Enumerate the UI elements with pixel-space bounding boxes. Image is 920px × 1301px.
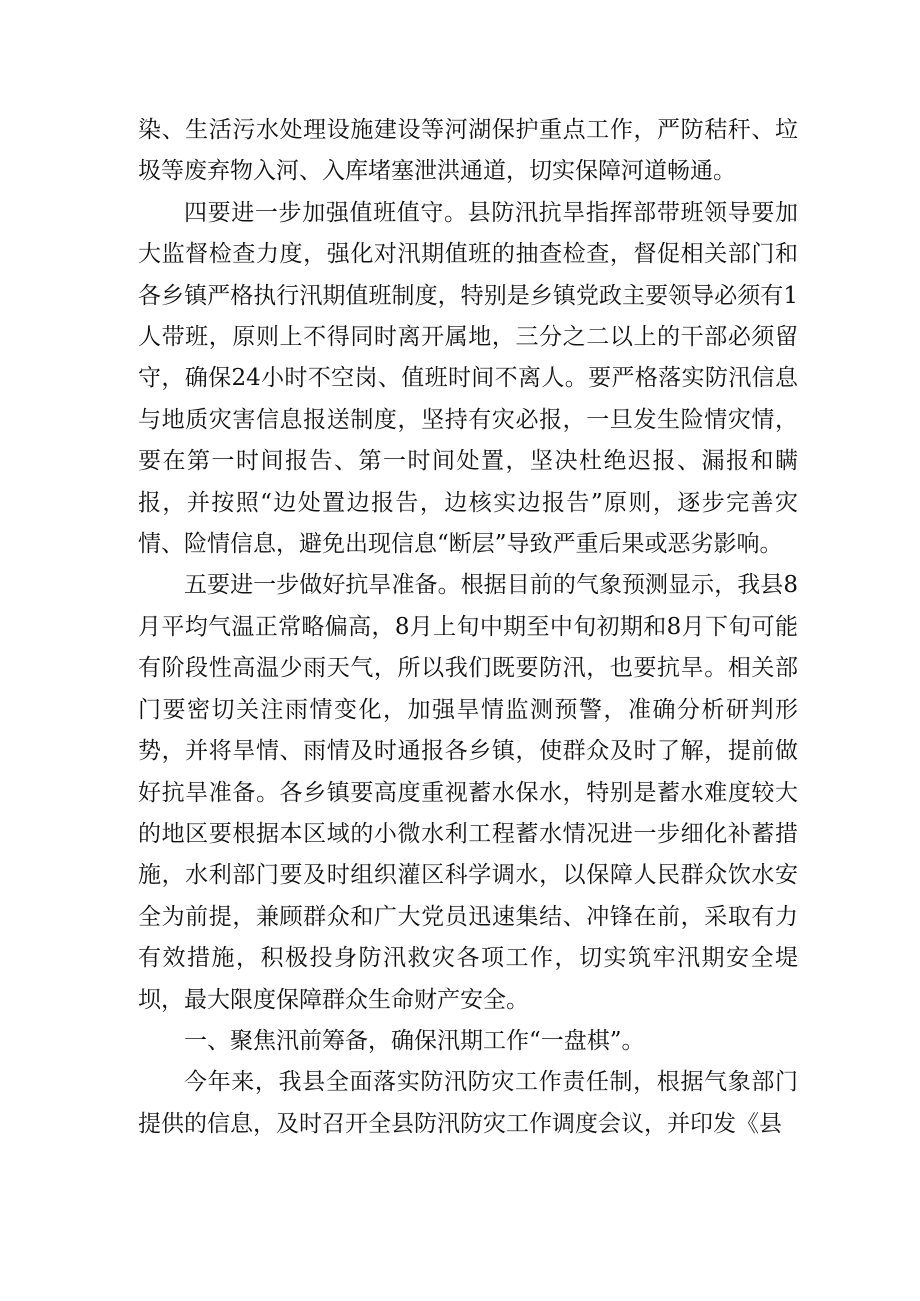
paragraph-continuation: 染、生活污水处理设施建设等河湖保护重点工作，严防秸秆、垃圾等废弃物入河、入库堵塞泄洪通道，切实保障河道畅通。 <box>138 117 798 185</box>
section-heading-1: 一、聚焦汛前筹备，确保汛期工作“一盘棋”。 <box>184 1027 645 1054</box>
document-body <box>138 110 798 1145</box>
paragraph-section-1-intro: 今年来，我县全面落实防汛防灾工作责任制，根据气象部门提供的信息，及时召开全县防汛防灾工作调度会议，并印发《县 <box>138 1069 798 1137</box>
paragraph-drought-preparation: 五要进一步做好抗旱准备。根据目前的气象预测显示，我县8月平均气温正常略偏高，8月上旬中期至中旬初期和8月下旬可能有阶段性高温少雨天气，所以我们既要防汛，也要抗旱。相关部门要密切关注雨情变化，加强旱情监测预警，准确分析研判形势，并将旱情、雨情及时通报各乡镇，使群众及时了解，提前做好抗旱准备。各乡镇要高度重视蓄水保水，特别是蓄水难度较大的地区要根据本区域的小微水利工程蓄水情况进一步细化补蓄措施，水利部门要及时组织灌区科学调水，以保障人民群众饮水安全为前提，兼顾群众和广大党员迅速集结、冲锋在前，采取有力有效措施，积极投身防汛救灾各项工作，切实筑牢汛期安全堤坝，最大限度保障群众生命财产安全。 <box>138 572 798 1013</box>
paragraph-duty-watch: 四要进一步加强值班值守。县防汛抗旱指挥部带班领导要加大监督检查力度，强化对汛期值班的抽查检查，督促相关部门和各乡镇严格执行汛期值班制度，特别是乡镇党政主要领导必须有1人带班，原则上不得同时离开属地，三分之二以上的干部必须留守，确保24小时不空岗、值班时间不离人。要严格落实防汛信息与地质灾害信息报送制度，坚持有灾必报，一旦发生险情灾情，要在第一时间报告、第一时间处置，坚决杜绝迟报、漏报和瞒报，并按照“边处置边报告，边核实边报告”原则，逐步完善灾情、险情信息，避免出现信息“断层”导致严重后果或恶劣影响。 <box>138 199 798 558</box>
